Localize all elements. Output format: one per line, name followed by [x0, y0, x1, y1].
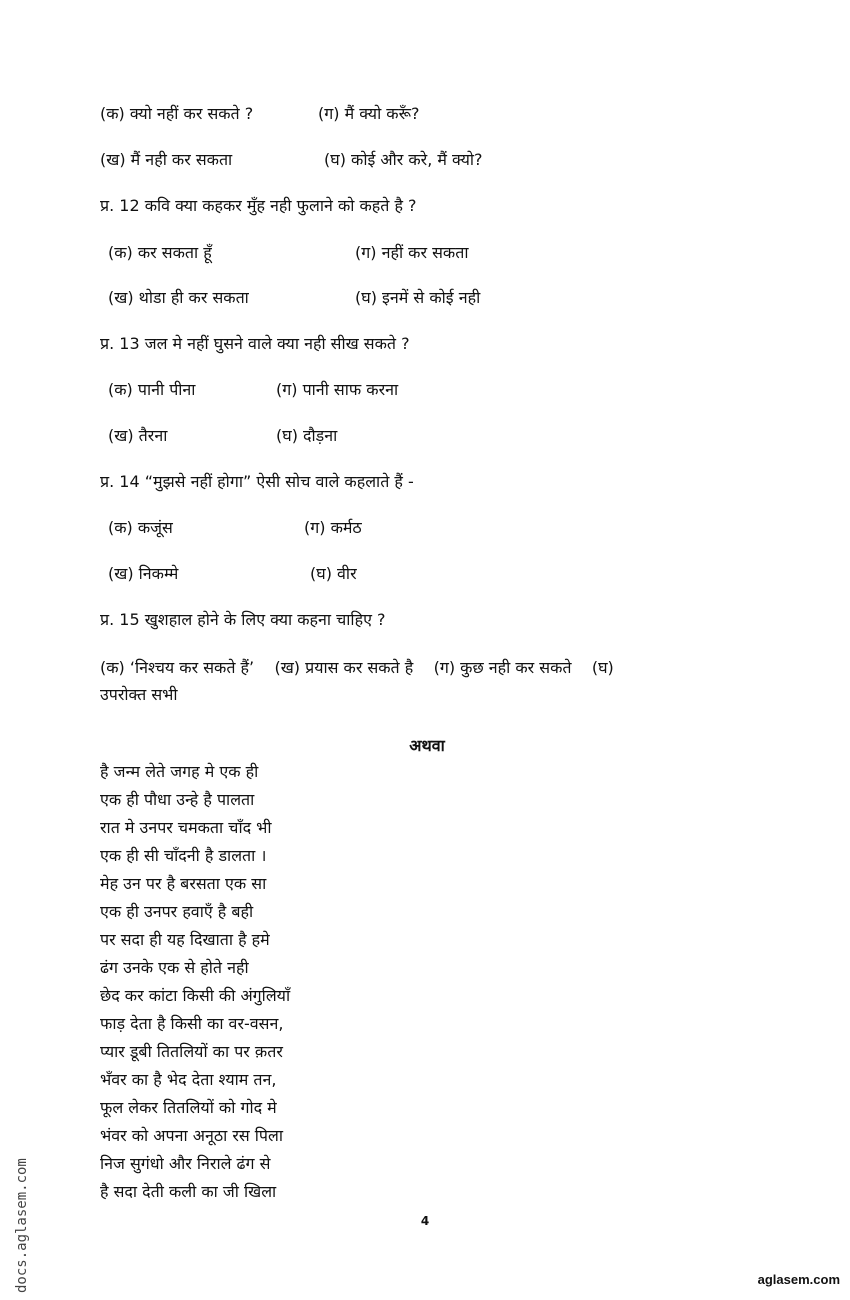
- q13-option-gha: (घ) दौड़ना: [276, 426, 338, 445]
- poem-line: एक ही सी चाँदनी है डालता ।: [100, 846, 267, 865]
- side-watermark: docs.aglasem.com: [14, 1158, 30, 1293]
- q12-option-ka: (क) कर सकता हूँ: [108, 243, 212, 262]
- poem-line: मेह उन पर है बरसता एक सा: [100, 874, 267, 893]
- poem-line: छेद कर कांटा किसी की अंगुलियाँ: [100, 986, 291, 1005]
- q11-option-ka: (क) क्यो नहीं कर सकते ?: [100, 104, 254, 123]
- q12-question: प्र. 12 कवि क्या कहकर मुँह नही फुलाने को कहते है ?: [100, 196, 417, 215]
- q14-option-ga: (ग) कर्मठ: [304, 518, 362, 537]
- poem-line: एक ही उनपर हवाएँ है बही: [100, 902, 254, 921]
- q14-option-gha: (घ) वीर: [310, 564, 357, 583]
- q12-option-ga: (ग) नहीं कर सकता: [355, 243, 469, 262]
- poem-line: एक ही पौधा उन्हे है पालता: [100, 790, 255, 809]
- q14-option-ka: (क) कजूंस: [108, 518, 173, 537]
- poem-line: फाड़ देता है किसी का वर-वसन,: [100, 1014, 284, 1033]
- poem-line: है सदा देती कली का जी खिला: [100, 1182, 277, 1201]
- q12-option-gha: (घ) इनमें से कोई नही: [355, 288, 481, 307]
- q11-option-gha: (घ) कोई और करे, मैं क्यो?: [324, 150, 483, 169]
- q13-option-ga: (ग) पानी साफ करना: [276, 380, 399, 399]
- poem-line: है जन्म लेते जगह मे एक ही: [100, 762, 259, 781]
- q15-options-line1: (क) ‘निश्चय कर सकते हैं’ (ख) प्रयास कर सकते है (ग) कुछ नही कर सकते (घ): [100, 658, 614, 677]
- q14-option-kha: (ख) निकम्मे: [108, 564, 179, 583]
- q11-option-ga: (ग) मैं क्यो करूँ?: [318, 104, 420, 123]
- poem-line: ढंग उनके एक से होते नही: [100, 958, 249, 977]
- q13-question: प्र. 13 जल मे नहीं घुसने वाले क्या नही सीख सकते ?: [100, 334, 410, 353]
- q11-option-kha: (ख) मैं नही कर सकता: [100, 150, 233, 169]
- page-number: 4: [420, 1214, 430, 1228]
- alternative-heading: अथवा: [409, 736, 445, 755]
- poem-line: भंवर को अपना अनूठा रस पिला: [100, 1126, 284, 1145]
- poem-line: प्यार डूबी तितलियों का पर क़तर: [100, 1042, 283, 1061]
- poem-line: निज सुगंधो और निराले ढंग से: [100, 1154, 271, 1173]
- q15-question: प्र. 15 खुशहाल होने के लिए क्या कहना चाहिए ?: [100, 610, 386, 629]
- q15-options-line2: उपरोक्त सभी: [100, 685, 178, 704]
- q13-option-ka: (क) पानी पीना: [108, 380, 196, 399]
- poem-line: रात मे उनपर चमकता चाँद भी: [100, 818, 272, 837]
- q14-question: प्र. 14 “मुझसे नहीं होगा” ऐसी सोच वाले कहलाते हैं -: [100, 472, 414, 491]
- poem-line: भँवर का है भेद देता श्याम तन,: [100, 1070, 277, 1089]
- poem-line: फूल लेकर तितलियों को गोद मे: [100, 1098, 277, 1117]
- footer-watermark: aglasem.com: [757, 1272, 840, 1287]
- q13-option-kha: (ख) तैरना: [108, 426, 168, 445]
- poem-line: पर सदा ही यह दिखाता है हमे: [100, 930, 270, 949]
- q12-option-kha: (ख) थोडा ही कर सकता: [108, 288, 249, 307]
